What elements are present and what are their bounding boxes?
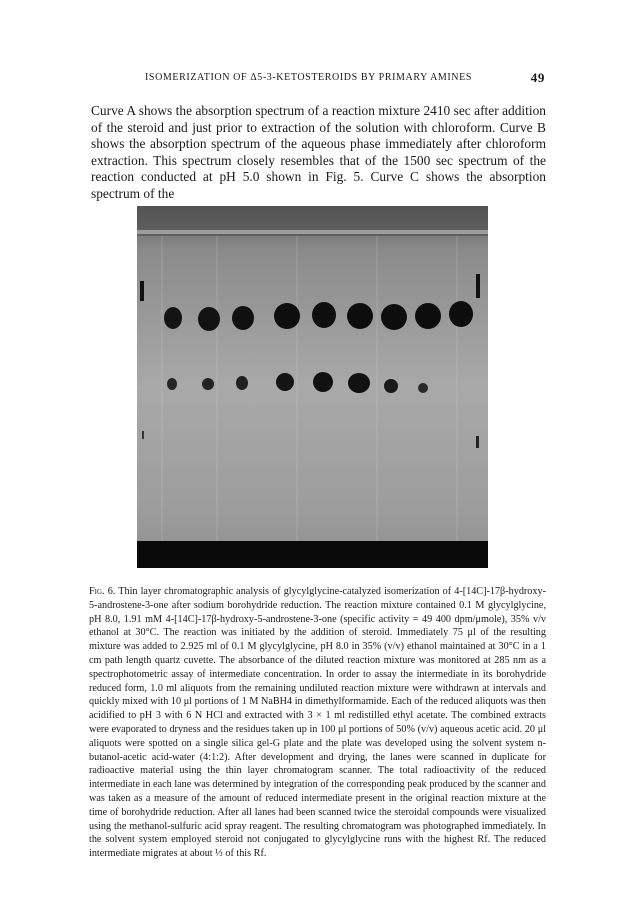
spot-intermediate xyxy=(418,383,428,393)
spot-steroid xyxy=(198,307,220,331)
spot-steroid xyxy=(232,306,254,330)
spot-intermediate xyxy=(348,373,370,393)
origin-band xyxy=(137,541,488,568)
spot-steroid xyxy=(274,303,300,329)
edge-marker xyxy=(476,274,480,298)
figure-caption-text: Thin layer chromatographic analysis of glycylglycine-catalyzed isomerization of 4-[14C]-17β-hydroxy-5-androstene-3-one after sodium borohydride reduction. The reaction mixture contained 0.1 M glycylglycine, pH 8.0, 1.91 mM 4-[14C]-17β-hydroxy-5-androstene-3-one (specific activity = 49 400 dpm/μmole), 35% v/v ethanol at 30°C. The reaction was initiated by the addition of steroid. Immediately 75 μl of the resulting mixture was added to 2.925 ml of 0.1 M glycylglycine, pH 8.0 in 35% (v/v) ethanol maintained at 30°C in a 1 cm path length quartz cuvette. The absorbance of the diluted reaction mixture was monitored at 285 nm as a spectrophotometric assay of intermediate concentration. In order to assay the intermediate in its borohydride reduced form, 1.0 ml aliquots from the remaining undiluted reaction mixture were withdrawn at intervals and quickly mixed with 10 μl portions of 1 M NaBH4 in dimethylformamide. Each of the reduced aliquots was then acidified to pH 3 with 6 N HCl and extracted with 3 × 1 ml redistilled ethyl acetate. The combined extracts were evaporated to dryness and the residues taken up in 100 μl portions of 50% (v/v) aqueous acetic acid. 20 μl aliquots were spotted on a single silica gel-G plate and the plate was developed using the solvent system n-butanol-acetic acid-water (4:1:2). After development and drying, the lanes were scanned in duplicate for radioactive material using the thin layer chromatogram scanner. The total radioactivity of the reduced intermediate in each lane was determined by integration of the corresponding peak produced by the scanner and was taken as a measure of the amount of reduced intermediate present in the original reaction mixture at the time of borohydride reduction. After all lanes had been scanned twice the steroidal compounds were visualized using the methanol-sulfuric acid spray reagent. The resulting chromatogram was photographed immediately. In the solvent system employed steroid not conjugated to glycylglycine runs with the highest Rf. The reduced intermediate migrates at about ⅓ of this Rf. xyxy=(89,586,546,860)
figure-label: Fig. 6. xyxy=(89,586,116,597)
spot-steroid xyxy=(415,303,441,329)
figure-caption xyxy=(89,585,546,861)
page-number: 49 xyxy=(530,70,545,85)
spot-intermediate xyxy=(167,378,177,390)
edge-marker xyxy=(140,281,144,301)
chromatogram-photo xyxy=(137,206,488,568)
spot-intermediate xyxy=(276,373,294,391)
spot-steroid xyxy=(449,301,473,327)
chromatogram-image xyxy=(137,206,488,568)
plate-background xyxy=(137,206,488,568)
spot-steroid xyxy=(347,303,373,329)
spot-intermediate xyxy=(236,376,248,390)
spot-intermediate xyxy=(313,372,333,392)
solvent-front-line xyxy=(137,230,488,234)
spot-steroid xyxy=(164,307,182,329)
body-paragraph xyxy=(91,103,546,202)
spot-intermediate xyxy=(384,379,398,393)
spot-intermediate xyxy=(202,378,214,390)
spot-steroid xyxy=(381,304,407,330)
edge-marker xyxy=(142,431,144,439)
running-header xyxy=(145,70,545,86)
running-title: ISOMERIZATION OF Δ5-3-KETOSTEROIDS BY PRIMARY AMINES xyxy=(145,72,473,83)
spot-steroid xyxy=(312,302,336,328)
body-text: Curve A shows the absorption spectrum of a reaction mixture 2410 sec after addition of the steroid and just prior to extraction of the solution with chloroform. Curve B shows the absorption spectrum of the aqueous phase immediately after chloroform extraction. This spectrum closely resembles that of the 1500 sec spectrum of the reaction conducted at pH 5.0 shown in Fig. 5. Curve C shows the absorption spectrum of the xyxy=(91,103,546,201)
edge-marker xyxy=(476,436,479,448)
